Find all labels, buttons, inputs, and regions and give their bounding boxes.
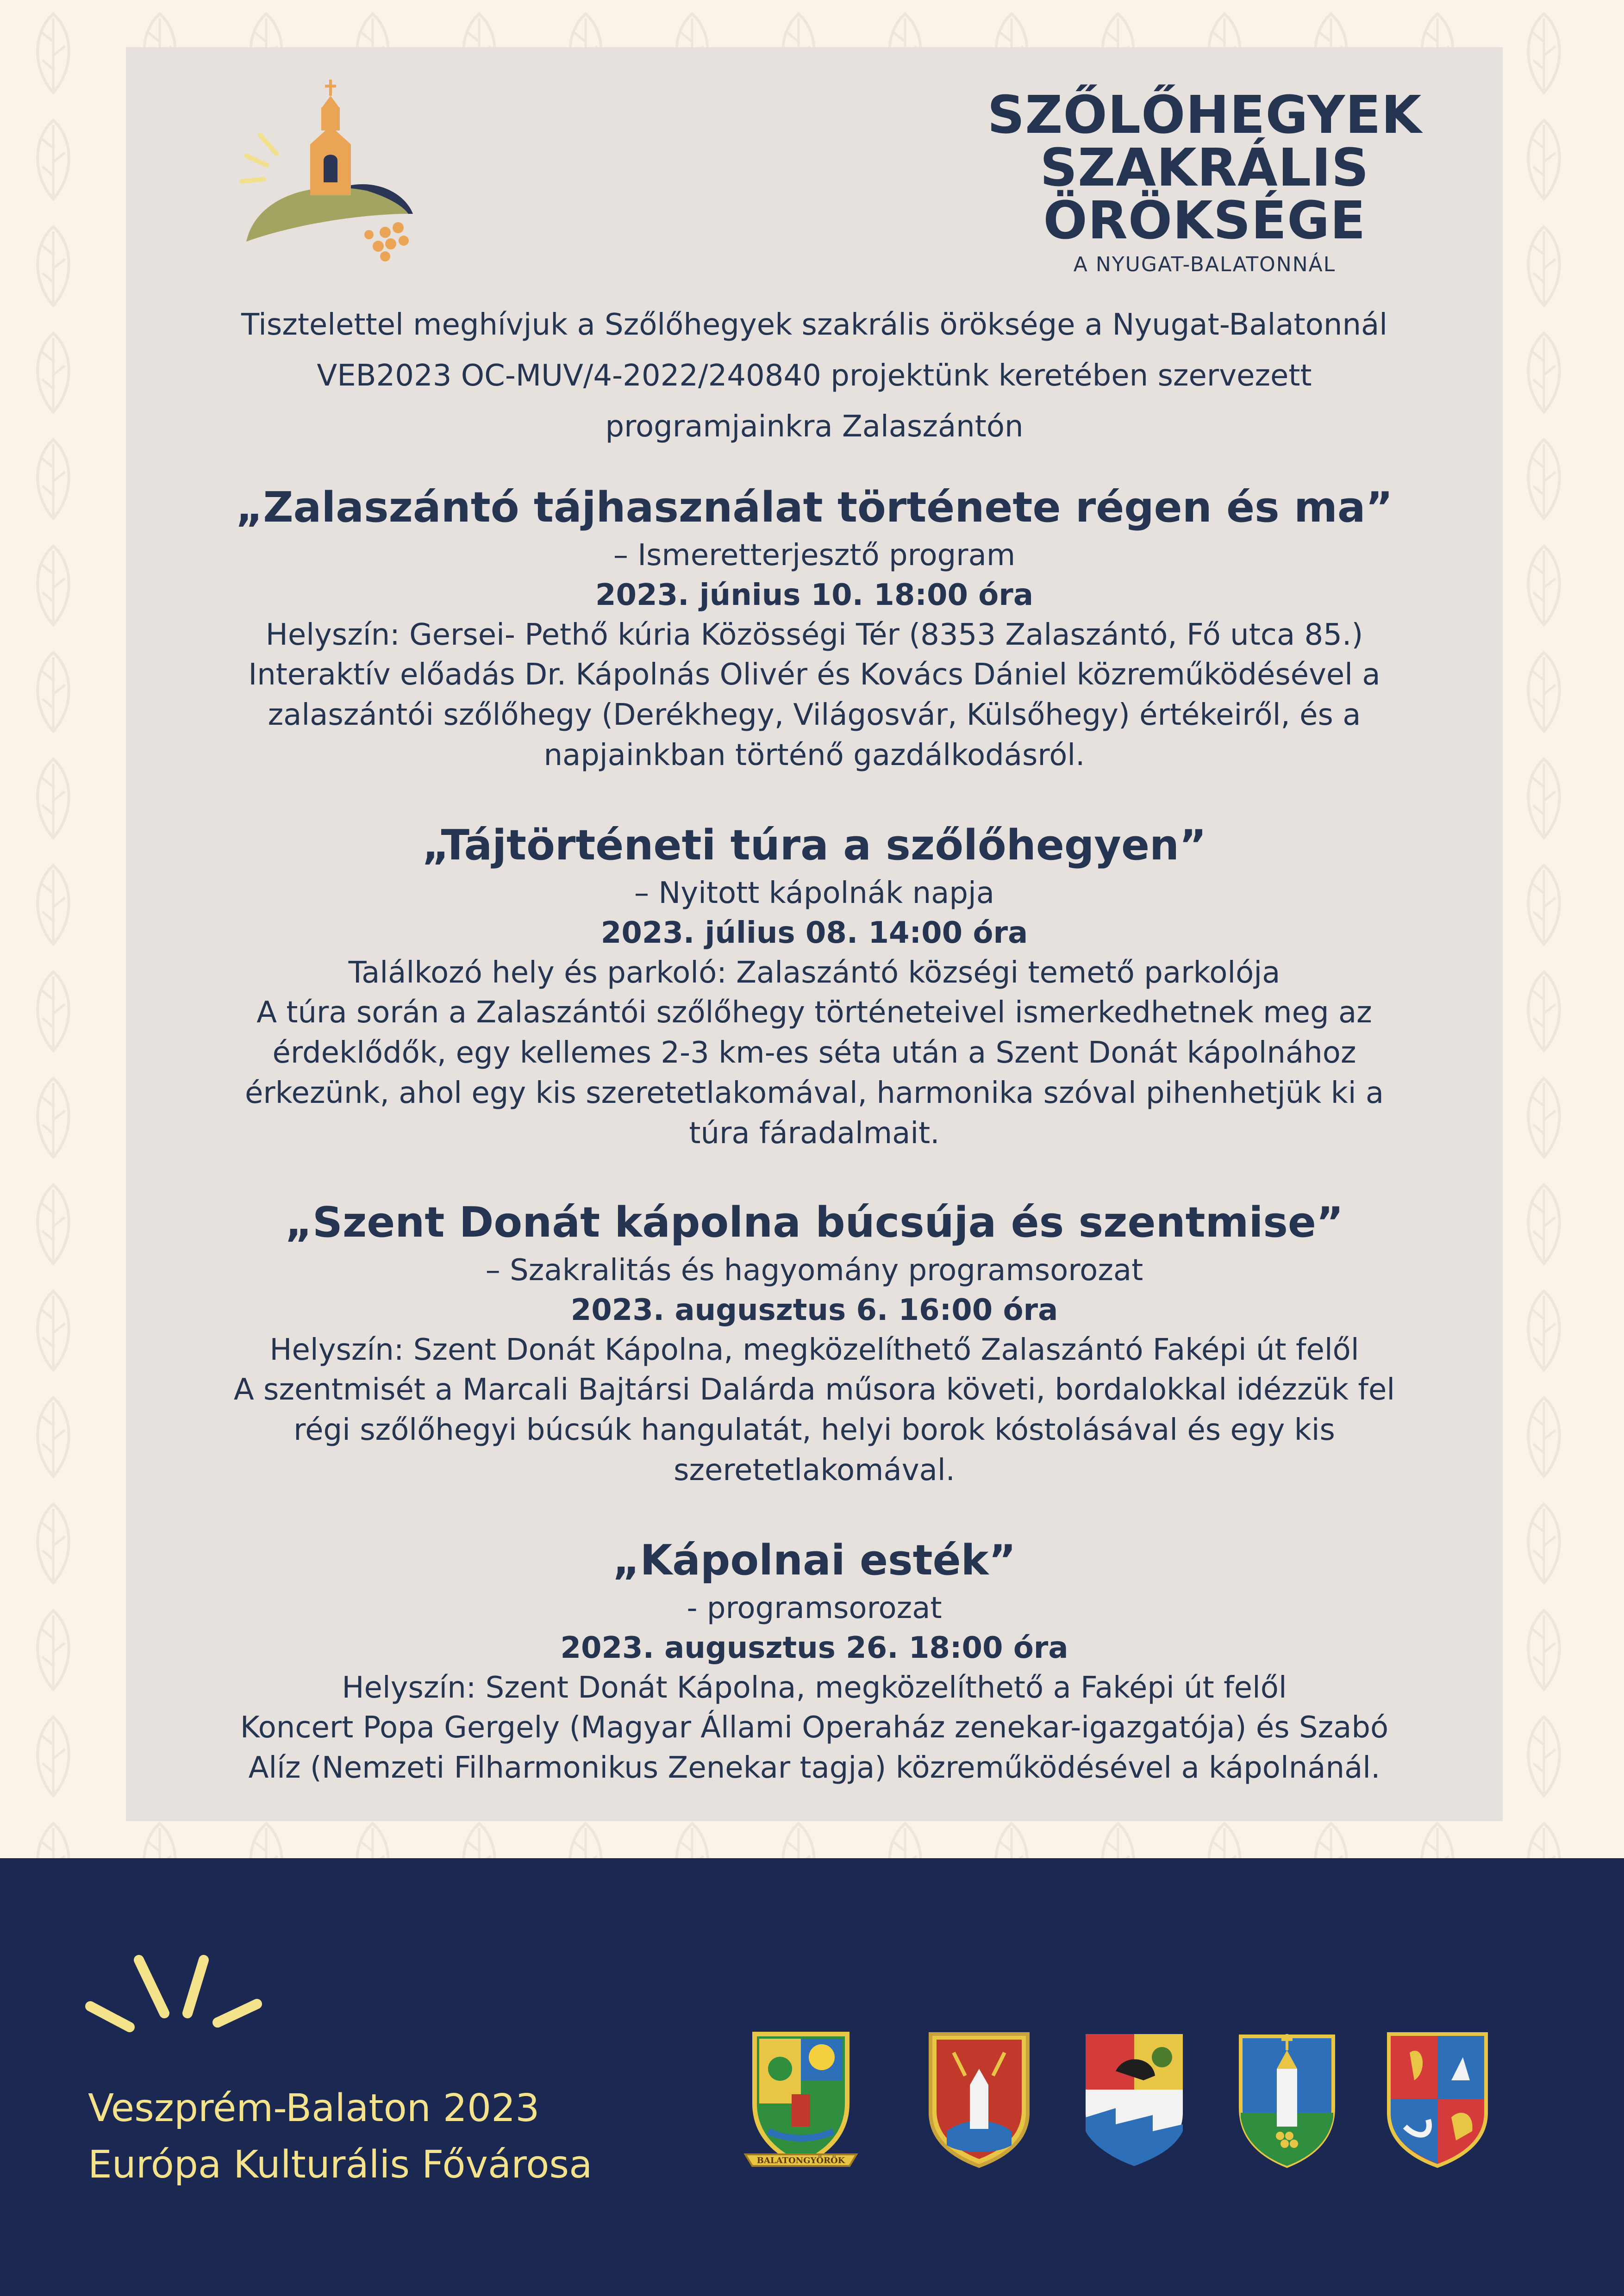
event-description-line: A szentmisét a Marcali Bajtársi Dalárda műsora követi, bordalokkal idézzük fel xyxy=(233,1373,1395,1407)
event-description-line: Alíz (Nemzeti Filharmonikus Zenekar tagja) közreműködésével a kápolnánál. xyxy=(248,1751,1380,1785)
event-description-line: napjainkban történő gazdálkodásról. xyxy=(543,738,1085,772)
event-date: 2023. június 10. 18:00 óra xyxy=(595,578,1034,612)
event-description-line: szeretetlakomával. xyxy=(674,1453,955,1487)
event-location: Helyszín: Szent Donát Kápolna, megközelíthető a Faképi út felől xyxy=(342,1671,1287,1705)
event-description-line: A túra során a Zalaszántói szőlőhegy történeteivel ismerkedhetnek meg az xyxy=(256,996,1372,1030)
event-description-line: túra fáradalmait. xyxy=(689,1116,940,1151)
village-crest-2-icon xyxy=(919,2025,1039,2173)
event-title: „Tájtörténeti túra a szőlőhegyen” xyxy=(422,821,1207,870)
balatongyorok-crest-icon xyxy=(741,2025,861,2173)
title-line-2: SZAKRÁLIS xyxy=(1040,138,1369,198)
title-line-1: SZŐLŐHEGYEK xyxy=(987,85,1422,145)
event-title: „Kápolnai esték” xyxy=(612,1536,1016,1585)
event-description-line: érkezünk, ahol egy kis szeretetlakomával, harmonika szóval pihenhetjük ki a xyxy=(244,1076,1384,1110)
event-subtitle: – Nyitott kápolnák napja xyxy=(634,876,994,910)
event-location: Helyszín: Szent Donát Kápolna, megközelíthető Zalaszántó Faképi út felől xyxy=(269,1333,1359,1367)
village-crest-5-icon xyxy=(1377,2025,1498,2173)
event-4 xyxy=(144,1533,1484,1788)
event-location: Találkozó hely és parkoló: Zalaszántó községi temető parkolója xyxy=(348,956,1280,990)
ecoc-line-1: Veszprém-Balaton 2023 xyxy=(88,2086,540,2130)
event-description-line: Interaktív előadás Dr. Kápolnás Olivér és Kovács Dániel közreműködésével a xyxy=(248,658,1380,692)
event-description-line: érdeklődők, egy kellemes 2-3 km-es séta után a Szent Donát kápolnához xyxy=(272,1036,1356,1070)
event-title: „Zalaszántó tájhasználat története régen és ma” xyxy=(236,483,1393,532)
event-2 xyxy=(144,818,1484,1154)
event-date: 2023. július 08. 14:00 óra xyxy=(600,916,1028,950)
intro-text xyxy=(154,299,1475,452)
event-1 xyxy=(144,480,1484,776)
intro-line: VEB2023 OC-MUV/4-2022/240840 projektünk keretében szervezett xyxy=(317,359,1312,393)
event-3 xyxy=(144,1195,1484,1491)
sunburst-icon xyxy=(79,1946,273,2066)
event-date: 2023. augusztus 6. 16:00 óra xyxy=(570,1293,1058,1327)
title-line-3: ÖRÖKSÉGE xyxy=(1043,191,1366,251)
event-description-line: Koncert Popa Gergely (Magyar Állami Operaház zenekar-igazgatója) és Szabó xyxy=(240,1711,1389,1745)
content-panel xyxy=(126,47,1503,1821)
event-title: „Szent Donát kápolna búcsúja és szentmise” xyxy=(285,1198,1344,1247)
ecoc-line-2: Európa Kulturális Fővárosa xyxy=(88,2143,593,2187)
event-subtitle: - programsorozat xyxy=(687,1591,942,1625)
event-description-line: régi szőlőhegyi búcsúk hangulatát, helyi borok kóstolásával és egy kis xyxy=(294,1413,1335,1447)
event-subtitle: – Ismeretterjesztő program xyxy=(613,538,1016,572)
event-description-line: zalaszántói szőlőhegy (Derékhegy, Világosvár, Külsőhegy) értékeiről, és a xyxy=(268,698,1361,732)
village-crest-3-icon xyxy=(1074,2025,1194,2173)
chapel-on-hill-icon xyxy=(228,75,422,269)
ecoc-text xyxy=(88,2080,592,2193)
title-subtitle: A NYUGAT-BALATONNÁL xyxy=(1073,253,1336,276)
intro-line: Tisztelettel meghívjuk a Szőlőhegyek szakrális öröksége a Nyugat-Balatonnál xyxy=(241,308,1388,342)
footer xyxy=(0,1858,1624,2296)
event-subtitle: – Szakralitás és hagyomány programsorozat xyxy=(485,1253,1143,1288)
crest-banner-text: BALATONGYÖRÖK xyxy=(756,2156,845,2165)
intro-line: programjainkra Zalaszántón xyxy=(605,410,1024,444)
title-block xyxy=(913,85,1496,276)
event-location: Helyszín: Gersei- Pethő kúria Közösségi Tér (8353 Zalaszántó, Fő utca 85.) xyxy=(265,618,1363,652)
village-crest-4-icon xyxy=(1227,2025,1347,2173)
event-date: 2023. augusztus 26. 18:00 óra xyxy=(560,1631,1068,1665)
